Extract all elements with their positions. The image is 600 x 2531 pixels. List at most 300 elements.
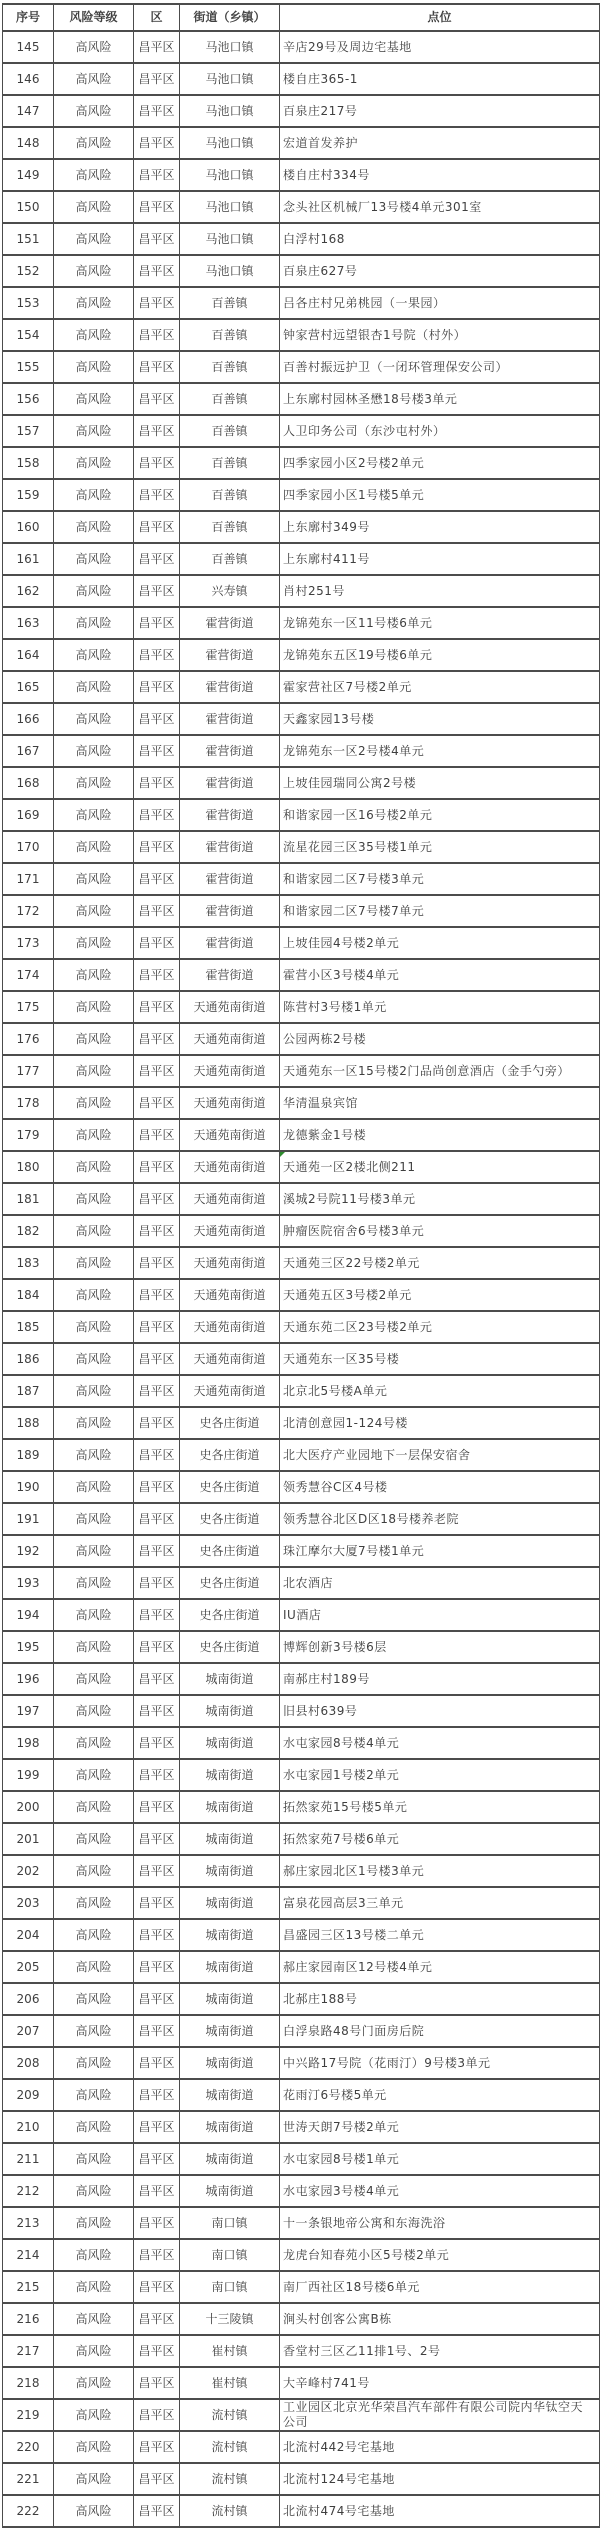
- cell-street: 霍营街道: [180, 607, 280, 639]
- table-row: [3, 639, 600, 671]
- cell-risk-level: 高风险: [54, 1599, 134, 1631]
- cell-location: 百善村振远护卫（一闭环管理保安公司）: [280, 351, 600, 383]
- cell-risk-level: 高风险: [54, 127, 134, 159]
- cell-serial: 205: [3, 1951, 54, 1983]
- cell-street: 霍营街道: [180, 799, 280, 831]
- cell-district: 昌平区: [134, 575, 180, 607]
- cell-risk-level: 高风险: [54, 1247, 134, 1279]
- cell-location: 楼自庄村334号: [280, 159, 600, 191]
- cell-location: 北流村124号宅基地: [280, 2463, 600, 2495]
- cell-street: 城南街道: [180, 2079, 280, 2111]
- cell-district: 昌平区: [134, 447, 180, 479]
- cell-district: 昌平区: [134, 415, 180, 447]
- cell-risk-level: 高风险: [54, 2495, 134, 2527]
- cell-serial: 185: [3, 1311, 54, 1343]
- cell-street: 天通苑南街道: [180, 1151, 280, 1183]
- table-row: [3, 1023, 600, 1055]
- cell-location: 龙锦苑东一区11号楼6单元: [280, 607, 600, 639]
- cell-street: 城南街道: [180, 2175, 280, 2207]
- cell-street: 史各庄街道: [180, 1599, 280, 1631]
- table-row: [3, 127, 600, 159]
- cell-serial: 193: [3, 1567, 54, 1599]
- cell-district: 昌平区: [134, 1215, 180, 1247]
- cell-serial: 165: [3, 671, 54, 703]
- cell-district: 昌平区: [134, 1631, 180, 1663]
- cell-risk-level: 高风险: [54, 159, 134, 191]
- cell-serial: 188: [3, 1407, 54, 1439]
- cell-risk-level: 高风险: [54, 831, 134, 863]
- table-row: [3, 1631, 600, 1663]
- table-row: [3, 223, 600, 255]
- table-row: [3, 287, 600, 319]
- cell-serial: 222: [3, 2495, 54, 2527]
- cell-street: 天通苑南街道: [180, 1311, 280, 1343]
- cell-street: 城南街道: [180, 2015, 280, 2047]
- cell-street: 天通苑南街道: [180, 1215, 280, 1247]
- cell-risk-level: 高风险: [54, 1471, 134, 1503]
- cell-location: 人卫印务公司（东沙屯村外）: [280, 415, 600, 447]
- cell-location: IU酒店: [280, 1599, 600, 1631]
- cell-risk-level: 高风险: [54, 1407, 134, 1439]
- table-row: [3, 2175, 600, 2207]
- cell-risk-level: 高风险: [54, 2207, 134, 2239]
- cell-street: 天通苑南街道: [180, 1055, 280, 1087]
- cell-location: 陈营村3号楼1单元: [280, 991, 600, 1023]
- cell-serial: 177: [3, 1055, 54, 1087]
- cell-risk-level: 高风险: [54, 255, 134, 287]
- cell-location: 北郝庄188号: [280, 1983, 600, 2015]
- cell-risk-level: 高风险: [54, 1151, 134, 1183]
- cell-district: 昌平区: [134, 1183, 180, 1215]
- cell-district: 昌平区: [134, 2367, 180, 2399]
- cell-serial: 180: [3, 1151, 54, 1183]
- table-row: [3, 895, 600, 927]
- cell-location: 吕各庄村兄弟桃园（一果园）: [280, 287, 600, 319]
- cell-district: 昌平区: [134, 607, 180, 639]
- cell-location: 领秀慧谷北区D区18号楼养老院: [280, 1503, 600, 1535]
- table-row: [3, 1599, 600, 1631]
- cell-serial: 178: [3, 1087, 54, 1119]
- cell-serial: 221: [3, 2463, 54, 2495]
- cell-serial: 153: [3, 287, 54, 319]
- cell-risk-level: 高风险: [54, 63, 134, 95]
- cell-location: 北清创意园1-124号楼: [280, 1407, 600, 1439]
- cell-district: 昌平区: [134, 1727, 180, 1759]
- cell-district: 昌平区: [134, 1983, 180, 2015]
- cell-serial: 160: [3, 511, 54, 543]
- cell-location: 天通东苑二区23号楼2单元: [280, 1311, 600, 1343]
- cell-serial: 152: [3, 255, 54, 287]
- cell-district: 昌平区: [134, 479, 180, 511]
- header-district: 区: [134, 4, 180, 31]
- cell-district: 昌平区: [134, 2047, 180, 2079]
- cell-risk-level: 高风险: [54, 2047, 134, 2079]
- table-row: [3, 2207, 600, 2239]
- cell-district: 昌平区: [134, 799, 180, 831]
- table-row: [3, 415, 600, 447]
- cell-location: 博辉创新3号楼6层: [280, 1631, 600, 1663]
- cell-street: 城南街道: [180, 1919, 280, 1951]
- cell-serial: 183: [3, 1247, 54, 1279]
- cell-location: 水屯家园1号楼2单元: [280, 1759, 600, 1791]
- table-row: [3, 1311, 600, 1343]
- cell-serial: 216: [3, 2303, 54, 2335]
- cell-location: 百泉庄217号: [280, 95, 600, 127]
- table-row: [3, 1951, 600, 1983]
- cell-serial: 157: [3, 415, 54, 447]
- cell-risk-level: 高风险: [54, 1695, 134, 1727]
- cell-serial: 169: [3, 799, 54, 831]
- table-row: [3, 2431, 600, 2463]
- cell-location: 旧县村639号: [280, 1695, 600, 1727]
- cell-street: 百善镇: [180, 511, 280, 543]
- cell-district: 昌平区: [134, 1407, 180, 1439]
- cell-risk-level: 高风险: [54, 1087, 134, 1119]
- table-row: [3, 799, 600, 831]
- cell-risk-level: 高风险: [54, 1855, 134, 1887]
- cell-risk-level: 高风险: [54, 2175, 134, 2207]
- cell-risk-level: 高风险: [54, 2303, 134, 2335]
- table-row: [3, 2367, 600, 2399]
- cell-risk-level: 高风险: [54, 1375, 134, 1407]
- table-row: [3, 1439, 600, 1471]
- cell-district: 昌平区: [134, 1919, 180, 1951]
- cell-serial: 197: [3, 1695, 54, 1727]
- cell-street: 百善镇: [180, 415, 280, 447]
- cell-serial: 154: [3, 319, 54, 351]
- cell-district: 昌平区: [134, 831, 180, 863]
- table-row: [3, 1759, 600, 1791]
- cell-location: 肿瘤医院宿舍6号楼3单元: [280, 1215, 600, 1247]
- cell-district: 昌平区: [134, 2015, 180, 2047]
- cell-street: 史各庄街道: [180, 1471, 280, 1503]
- cell-district: 昌平区: [134, 127, 180, 159]
- cell-street: 天通苑南街道: [180, 1023, 280, 1055]
- table-row: [3, 95, 600, 127]
- cell-location: 钟家营村远望银杏1号院（村外）: [280, 319, 600, 351]
- cell-district: 昌平区: [134, 767, 180, 799]
- cell-street: 天通苑南街道: [180, 1087, 280, 1119]
- cell-location: 北京北5号楼A单元: [280, 1375, 600, 1407]
- table-row: [3, 255, 600, 287]
- table-row: [3, 1887, 600, 1919]
- cell-district: 昌平区: [134, 1759, 180, 1791]
- cell-location: 中兴路17号院（花雨汀）9号楼3单元: [280, 2047, 600, 2079]
- cell-risk-level: 高风险: [54, 607, 134, 639]
- cell-serial: 172: [3, 895, 54, 927]
- cell-street: 霍营街道: [180, 703, 280, 735]
- cell-location: 龙虎台知春苑小区5号楼2单元: [280, 2239, 600, 2271]
- cell-location: 领秀慧谷C区4号楼: [280, 1471, 600, 1503]
- cell-district: 昌平区: [134, 2335, 180, 2367]
- cell-street: 天通苑南街道: [180, 991, 280, 1023]
- cell-street: 城南街道: [180, 1887, 280, 1919]
- cell-district: 昌平区: [134, 2495, 180, 2527]
- cell-street: 天通苑南街道: [180, 1119, 280, 1151]
- cell-risk-level: 高风险: [54, 575, 134, 607]
- table-row: [3, 447, 600, 479]
- table-row: [3, 2047, 600, 2079]
- cell-district: 昌平区: [134, 1151, 180, 1183]
- cell-risk-level: 高风险: [54, 959, 134, 991]
- cell-street: 马池口镇: [180, 223, 280, 255]
- table-row: [3, 2143, 600, 2175]
- cell-risk-level: 高风险: [54, 735, 134, 767]
- cell-risk-level: 高风险: [54, 2463, 134, 2495]
- cell-location: 宏道首发养护: [280, 127, 600, 159]
- cell-risk-level: 高风险: [54, 1535, 134, 1567]
- cell-district: 昌平区: [134, 959, 180, 991]
- cell-serial: 159: [3, 479, 54, 511]
- cell-location: 水屯家园8号楼1单元: [280, 2143, 600, 2175]
- table-row: [3, 927, 600, 959]
- cell-location: 和谐家园二区7号楼7单元: [280, 895, 600, 927]
- cell-serial: 158: [3, 447, 54, 479]
- cell-street: 天通苑南街道: [180, 1343, 280, 1375]
- cell-street: 马池口镇: [180, 95, 280, 127]
- cell-location: 和谐家园一区16号楼2单元: [280, 799, 600, 831]
- table-row: [3, 31, 600, 63]
- cell-street: 流村镇: [180, 2431, 280, 2463]
- cell-district: 昌平区: [134, 2079, 180, 2111]
- cell-serial: 214: [3, 2239, 54, 2271]
- cell-risk-level: 高风险: [54, 543, 134, 575]
- cell-district: 昌平区: [134, 2239, 180, 2271]
- cell-street: 流村镇: [180, 2399, 280, 2431]
- cell-district: 昌平区: [134, 1663, 180, 1695]
- cell-street: 霍营街道: [180, 767, 280, 799]
- cell-location: 念头社区机械厂13号楼4单元301室: [280, 191, 600, 223]
- cell-serial: 174: [3, 959, 54, 991]
- cell-location: 辛店29号及周边宅基地: [280, 31, 600, 63]
- cell-serial: 213: [3, 2207, 54, 2239]
- cell-street: 十三陵镇: [180, 2303, 280, 2335]
- table-row: [3, 1663, 600, 1695]
- cell-serial: 203: [3, 1887, 54, 1919]
- cell-risk-level: 高风险: [54, 1983, 134, 2015]
- cell-street: 马池口镇: [180, 31, 280, 63]
- cell-street: 史各庄街道: [180, 1567, 280, 1599]
- table-row: [3, 351, 600, 383]
- cell-location: 昌盛园三区13号楼二单元: [280, 1919, 600, 1951]
- cell-street: 南口镇: [180, 2207, 280, 2239]
- cell-location: 霍营小区3号楼4单元: [280, 959, 600, 991]
- cell-serial: 220: [3, 2431, 54, 2463]
- table-header-row: [3, 4, 600, 31]
- table-row: [3, 1247, 600, 1279]
- cell-street: 霍营街道: [180, 639, 280, 671]
- table-row: [3, 703, 600, 735]
- cell-location: 富泉花园高层3三单元: [280, 1887, 600, 1919]
- cell-location: 楼自庄365-1: [280, 63, 600, 95]
- cell-location: 工业园区北京光华荣昌汽车部件有限公司院内华钛空天公司: [280, 2399, 600, 2431]
- cell-serial: 182: [3, 1215, 54, 1247]
- cell-risk-level: 高风险: [54, 1023, 134, 1055]
- cell-risk-level: 高风险: [54, 1215, 134, 1247]
- cell-street: 崔村镇: [180, 2335, 280, 2367]
- table-row: [3, 1695, 600, 1727]
- cell-district: 昌平区: [134, 31, 180, 63]
- cell-location: 龙德紫金1号楼: [280, 1119, 600, 1151]
- cell-risk-level: 高风险: [54, 1887, 134, 1919]
- cell-risk-level: 高风险: [54, 511, 134, 543]
- table-row: [3, 863, 600, 895]
- cell-location: 龙锦苑东五区19号楼6单元: [280, 639, 600, 671]
- cell-street: 百善镇: [180, 351, 280, 383]
- cell-district: 昌平区: [134, 351, 180, 383]
- cell-risk-level: 高风险: [54, 767, 134, 799]
- cell-street: 崔村镇: [180, 2367, 280, 2399]
- cell-location: 上东廓村园林圣懋18号楼3单元: [280, 383, 600, 415]
- cell-district: 昌平区: [134, 927, 180, 959]
- cell-serial: 187: [3, 1375, 54, 1407]
- cell-location: 天通苑东一区35号楼: [280, 1343, 600, 1375]
- cell-street: 天通苑南街道: [180, 1247, 280, 1279]
- cell-location: 香堂村三区乙11排1号、2号: [280, 2335, 600, 2367]
- cell-serial: 179: [3, 1119, 54, 1151]
- cell-district: 昌平区: [134, 159, 180, 191]
- cell-serial: 170: [3, 831, 54, 863]
- cell-risk-level: 高风险: [54, 319, 134, 351]
- cell-district: 昌平区: [134, 1279, 180, 1311]
- cell-location: 和谐家园二区7号楼3单元: [280, 863, 600, 895]
- cell-district: 昌平区: [134, 1119, 180, 1151]
- cell-street: 史各庄街道: [180, 1631, 280, 1663]
- cell-serial: 196: [3, 1663, 54, 1695]
- cell-location: 白浮村168: [280, 223, 600, 255]
- table-row: [3, 1343, 600, 1375]
- cell-district: 昌平区: [134, 511, 180, 543]
- cell-district: 昌平区: [134, 1503, 180, 1535]
- table-row: [3, 1375, 600, 1407]
- cell-district: 昌平区: [134, 1695, 180, 1727]
- cell-risk-level: 高风险: [54, 383, 134, 415]
- cell-district: 昌平区: [134, 2303, 180, 2335]
- table-row: [3, 1055, 600, 1087]
- cell-street: 南口镇: [180, 2239, 280, 2271]
- cell-serial: 181: [3, 1183, 54, 1215]
- cell-street: 霍营街道: [180, 959, 280, 991]
- cell-risk-level: 高风险: [54, 31, 134, 63]
- cell-risk-level: 高风险: [54, 639, 134, 671]
- cell-risk-level: 高风险: [54, 1663, 134, 1695]
- cell-location: 四季家园小区1号楼5单元: [280, 479, 600, 511]
- table-row: [3, 575, 600, 607]
- cell-serial: 202: [3, 1855, 54, 1887]
- cell-street: 流村镇: [180, 2495, 280, 2527]
- table-row: [3, 1727, 600, 1759]
- cell-street: 马池口镇: [180, 127, 280, 159]
- cell-location: 华清温泉宾馆: [280, 1087, 600, 1119]
- cell-street: 霍营街道: [180, 735, 280, 767]
- cell-street: 天通苑南街道: [180, 1375, 280, 1407]
- cell-district: 昌平区: [134, 223, 180, 255]
- table-row: [3, 191, 600, 223]
- cell-district: 昌平区: [134, 1535, 180, 1567]
- table-row: [3, 2495, 600, 2527]
- risk-area-table: [2, 3, 600, 2528]
- table-row: [3, 479, 600, 511]
- cell-serial: 148: [3, 127, 54, 159]
- cell-risk-level: 高风险: [54, 287, 134, 319]
- table-row: [3, 735, 600, 767]
- cell-serial: 217: [3, 2335, 54, 2367]
- cell-risk-level: 高风险: [54, 1183, 134, 1215]
- cell-serial: 204: [3, 1919, 54, 1951]
- cell-district: 昌平区: [134, 1311, 180, 1343]
- cell-location: 拓然家苑15号楼5单元: [280, 1791, 600, 1823]
- cell-risk-level: 高风险: [54, 927, 134, 959]
- cell-location: 白浮泉路48号门面房后院: [280, 2015, 600, 2047]
- table-row: [3, 1151, 600, 1183]
- cell-risk-level: 高风险: [54, 1119, 134, 1151]
- cell-location: 霍家营社区7号楼2单元: [280, 671, 600, 703]
- cell-location: 北大医疗产业园地下一层保安宿舍: [280, 1439, 600, 1471]
- cell-street: 百善镇: [180, 447, 280, 479]
- table-row: [3, 543, 600, 575]
- cell-serial: 206: [3, 1983, 54, 2015]
- cell-street: 流村镇: [180, 2463, 280, 2495]
- header-location: 点位: [280, 4, 600, 31]
- cell-risk-level: 高风险: [54, 1727, 134, 1759]
- cell-serial: 191: [3, 1503, 54, 1535]
- cell-location: 天鑫家园13号楼: [280, 703, 600, 735]
- cell-street: 城南街道: [180, 1983, 280, 2015]
- cell-risk-level: 高风险: [54, 1503, 134, 1535]
- cell-serial: 175: [3, 991, 54, 1023]
- cell-district: 昌平区: [134, 2399, 180, 2431]
- cell-street: 城南街道: [180, 2111, 280, 2143]
- cell-serial: 166: [3, 703, 54, 735]
- table-row: [3, 1983, 600, 2015]
- cell-location: 郝庄家园北区1号楼3单元: [280, 1855, 600, 1887]
- cell-location: 大辛峰村741号: [280, 2367, 600, 2399]
- table-row: [3, 2335, 600, 2367]
- cell-risk-level: 高风险: [54, 2399, 134, 2431]
- cell-district: 昌平区: [134, 383, 180, 415]
- cell-risk-level: 高风险: [54, 2271, 134, 2303]
- cell-street: 马池口镇: [180, 191, 280, 223]
- cell-serial: 218: [3, 2367, 54, 2399]
- cell-location: 花雨汀6号楼5单元: [280, 2079, 600, 2111]
- cell-street: 百善镇: [180, 543, 280, 575]
- table-row: [3, 63, 600, 95]
- cell-risk-level: 高风险: [54, 2015, 134, 2047]
- table-row: [3, 2015, 600, 2047]
- cell-district: 昌平区: [134, 1791, 180, 1823]
- cell-serial: 151: [3, 223, 54, 255]
- cell-risk-level: 高风险: [54, 2143, 134, 2175]
- cell-district: 昌平区: [134, 1887, 180, 1919]
- cell-street: 霍营街道: [180, 671, 280, 703]
- cell-serial: 155: [3, 351, 54, 383]
- cell-location: 水屯家园3号楼4单元: [280, 2175, 600, 2207]
- cell-location: 肖村251号: [280, 575, 600, 607]
- cell-serial: 212: [3, 2175, 54, 2207]
- cell-serial: 207: [3, 2015, 54, 2047]
- cell-serial: 194: [3, 1599, 54, 1631]
- table-row: [3, 319, 600, 351]
- cell-district: 昌平区: [134, 703, 180, 735]
- table-row: [3, 511, 600, 543]
- table-row: [3, 1119, 600, 1151]
- table-row: [3, 2239, 600, 2271]
- cell-district: 昌平区: [134, 863, 180, 895]
- header-serial: 序号: [3, 4, 54, 31]
- cell-risk-level: 高风险: [54, 479, 134, 511]
- cell-location: 南郝庄村189号: [280, 1663, 600, 1695]
- cell-district: 昌平区: [134, 1023, 180, 1055]
